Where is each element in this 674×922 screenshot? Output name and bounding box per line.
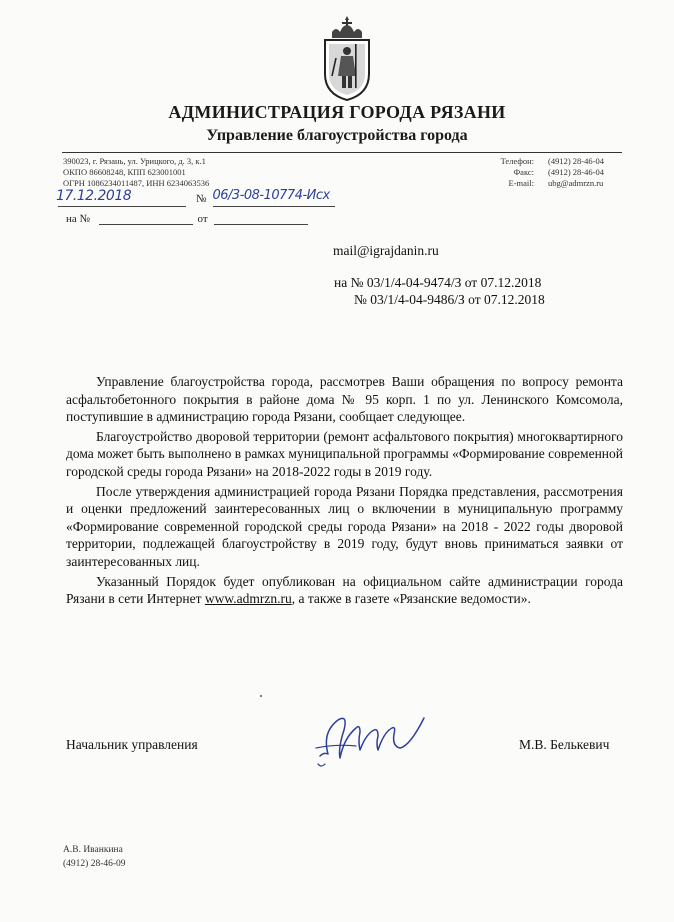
website-link[interactable]: www.admrzn.ru xyxy=(204,591,292,607)
outgoing-number-label: № xyxy=(196,193,207,205)
coat-of-arms-icon xyxy=(322,14,372,102)
addressee-ref-1: на № 03/1/4-04-9474/З от 07.12.2018 xyxy=(334,275,542,290)
executor-phone: (4912) 28-46-09 xyxy=(63,859,126,869)
reference-number-line xyxy=(66,212,308,225)
outgoing-number: 06/3-08-10774-Исх xyxy=(212,188,330,203)
outgoing-date: 17.12.2018 xyxy=(56,188,132,204)
addressee-ref-2: № 03/1/4-04-9486/З от 07.12.2018 xyxy=(354,292,545,307)
body-paragraph-1: Управление благоустройства города, рассмотрев Ваши обращения по вопросу ремонта асфальтобетонного покрытия в районе дома № 95 корп. 1 по ул. Ленинского Комсомола, поступившие в администрацию города Рязани, сообщает следующее. xyxy=(66,374,623,425)
requisites-okpo: ОКПО 86608248, КПП 623001001 xyxy=(63,167,186,177)
letter-body xyxy=(66,373,623,608)
contacts-block xyxy=(478,156,604,189)
addressee-email: mail@igrajdanin.ru xyxy=(333,243,439,258)
executor-name: А.В. Иванкина xyxy=(63,845,123,855)
department-title: Управление благоустройства города xyxy=(206,127,468,144)
signer-position: Начальник управления xyxy=(66,737,198,752)
requisites-block xyxy=(63,156,209,189)
reference-from-label: от xyxy=(197,213,208,225)
header-divider xyxy=(62,152,622,153)
requisites-ogrn: ОГРН 1086234011487, ИНН 6234063536 xyxy=(63,178,210,188)
body-paragraph-2: Благоустройство дворовой территории (ремонт асфальтового покрытия) многоквартирного дома может быть выполнено в рамках муниципальной программы «Формирование современной городской среды города Рязани» на 2018-2022 годы в 2019 году. xyxy=(66,428,623,479)
signer-name: М.В. Белькевич xyxy=(519,737,610,752)
body-paragraph-4: Указанный Порядок будет опубликован на официальном сайте администрации города Рязани в сети Интернет www.admrzn.ru, а также в газете «Рязанские ведомости». xyxy=(66,573,623,607)
executor-block xyxy=(63,843,126,871)
outgoing-number-line xyxy=(58,189,335,207)
contact-fax: Факс: (4912) 28-46-04 xyxy=(513,167,604,177)
contact-phone: Телефон: (4912) 28-46-04 xyxy=(500,156,604,166)
reference-number-label: на № xyxy=(66,213,91,225)
reference-date-field xyxy=(214,212,308,225)
scan-speck xyxy=(260,695,262,697)
contact-email: E-mail: ubg@admrzn.ru xyxy=(508,178,604,188)
reference-number-field xyxy=(99,212,193,225)
handwritten-signature xyxy=(312,712,432,772)
body-paragraph-3: После утверждения администрацией города Рязани Порядка представления, рассмотрения и оценки предложений заинтересованных лиц о включении в муниципальную программу «Формирование современной городской среды города Рязани» на 2018 - 2022 годы дворовой территории, подлежащей благоустройству в 2019 году, будут вновь приниматься заявки от заинтересованных лиц. xyxy=(66,483,623,569)
requisites-address: 390023, г. Рязань, ул. Урицкого, д. 3, к.1 xyxy=(63,156,206,166)
organization-title: АДМИНИСТРАЦИЯ ГОРОДА РЯЗАНИ xyxy=(168,102,506,122)
